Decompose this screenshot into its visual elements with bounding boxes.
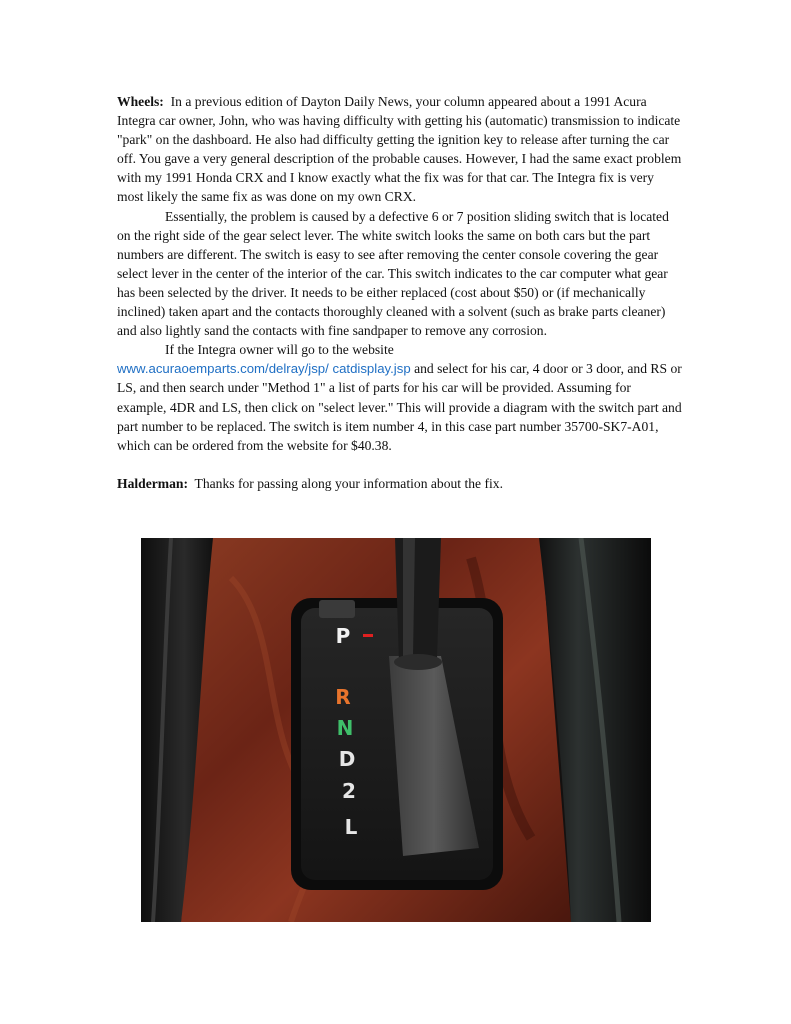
website-link[interactable]: www.acuraoemparts.com/delray/jsp/ catdisplay.jsp: [117, 361, 411, 377]
answer-paragraph: [117, 474, 682, 493]
gear-shifter-illustration: [141, 538, 651, 922]
answer-text: Thanks for passing along your information about the fix.: [194, 475, 503, 491]
question-label: Wheels:: [117, 94, 164, 109]
gear-label-2: 2: [342, 779, 356, 803]
gear-label-n: N: [336, 716, 354, 740]
paragraph-3-intro: If the Integra owner will go to the website: [165, 342, 394, 358]
answer-label: Halderman:: [117, 475, 188, 491]
park-indicator: [363, 634, 373, 637]
gear-label-l: L: [344, 815, 358, 839]
paragraph-3-rest: and select for his car, 4 door or 3 door, and RS or LS, and then search under "Method 1" a list of parts for his car will be provided. Assuming for example, 4DR and LS, then click on "select lever." This will provide a diagram with the switch part and part number to be replaced. The switch is item number 4, in this case part number 35700-SK7-A01, which can be ordered from the website for $40.38.: [117, 361, 682, 453]
gear-label-p: P: [335, 624, 351, 648]
paragraph-2: Essentially, the problem is caused by a defective 6 or 7 position sliding switch that is located on the right side of the gear select lever. The white switch looks the same on both cars but the part numbers are different. The switch is easy to see after removing the center console covering the gear select lever in the center of the interior of the car. This switch indicates to the car computer what gear has been selected by the driver. It needs to be either replaced (cost about $50) or (if mechanically inclined) taken apart and the contacts thoroughly cleaned with a solvent (such as brake parts cleaner) and also lightly sand the contacts with fine sandpaper to remove any corrosion.: [117, 208, 669, 339]
question-text: In a previous edition of Dayton Daily News, your column appeared about a 1991 Acura Integra car owner, John, who was having difficulty with getting his (automatic) transmission to indicate "park" on the dashboard. He also had difficulty getting the ignition key to release after turning the car off. You gave a very general description of the probable causes. However, I had the same exact problem with my 1991 Honda CRX and I know exactly what the fix was for that car. The Integra fix is very most likely the same fix as was done on my own CRX.: [117, 94, 682, 205]
paragraph-3: [117, 340, 682, 455]
gear-label-d: D: [338, 747, 356, 771]
question-paragraph: [117, 92, 682, 207]
gear-label-r: R: [335, 685, 351, 709]
article-body: [117, 92, 682, 493]
gear-shifter-photo: [141, 538, 651, 922]
